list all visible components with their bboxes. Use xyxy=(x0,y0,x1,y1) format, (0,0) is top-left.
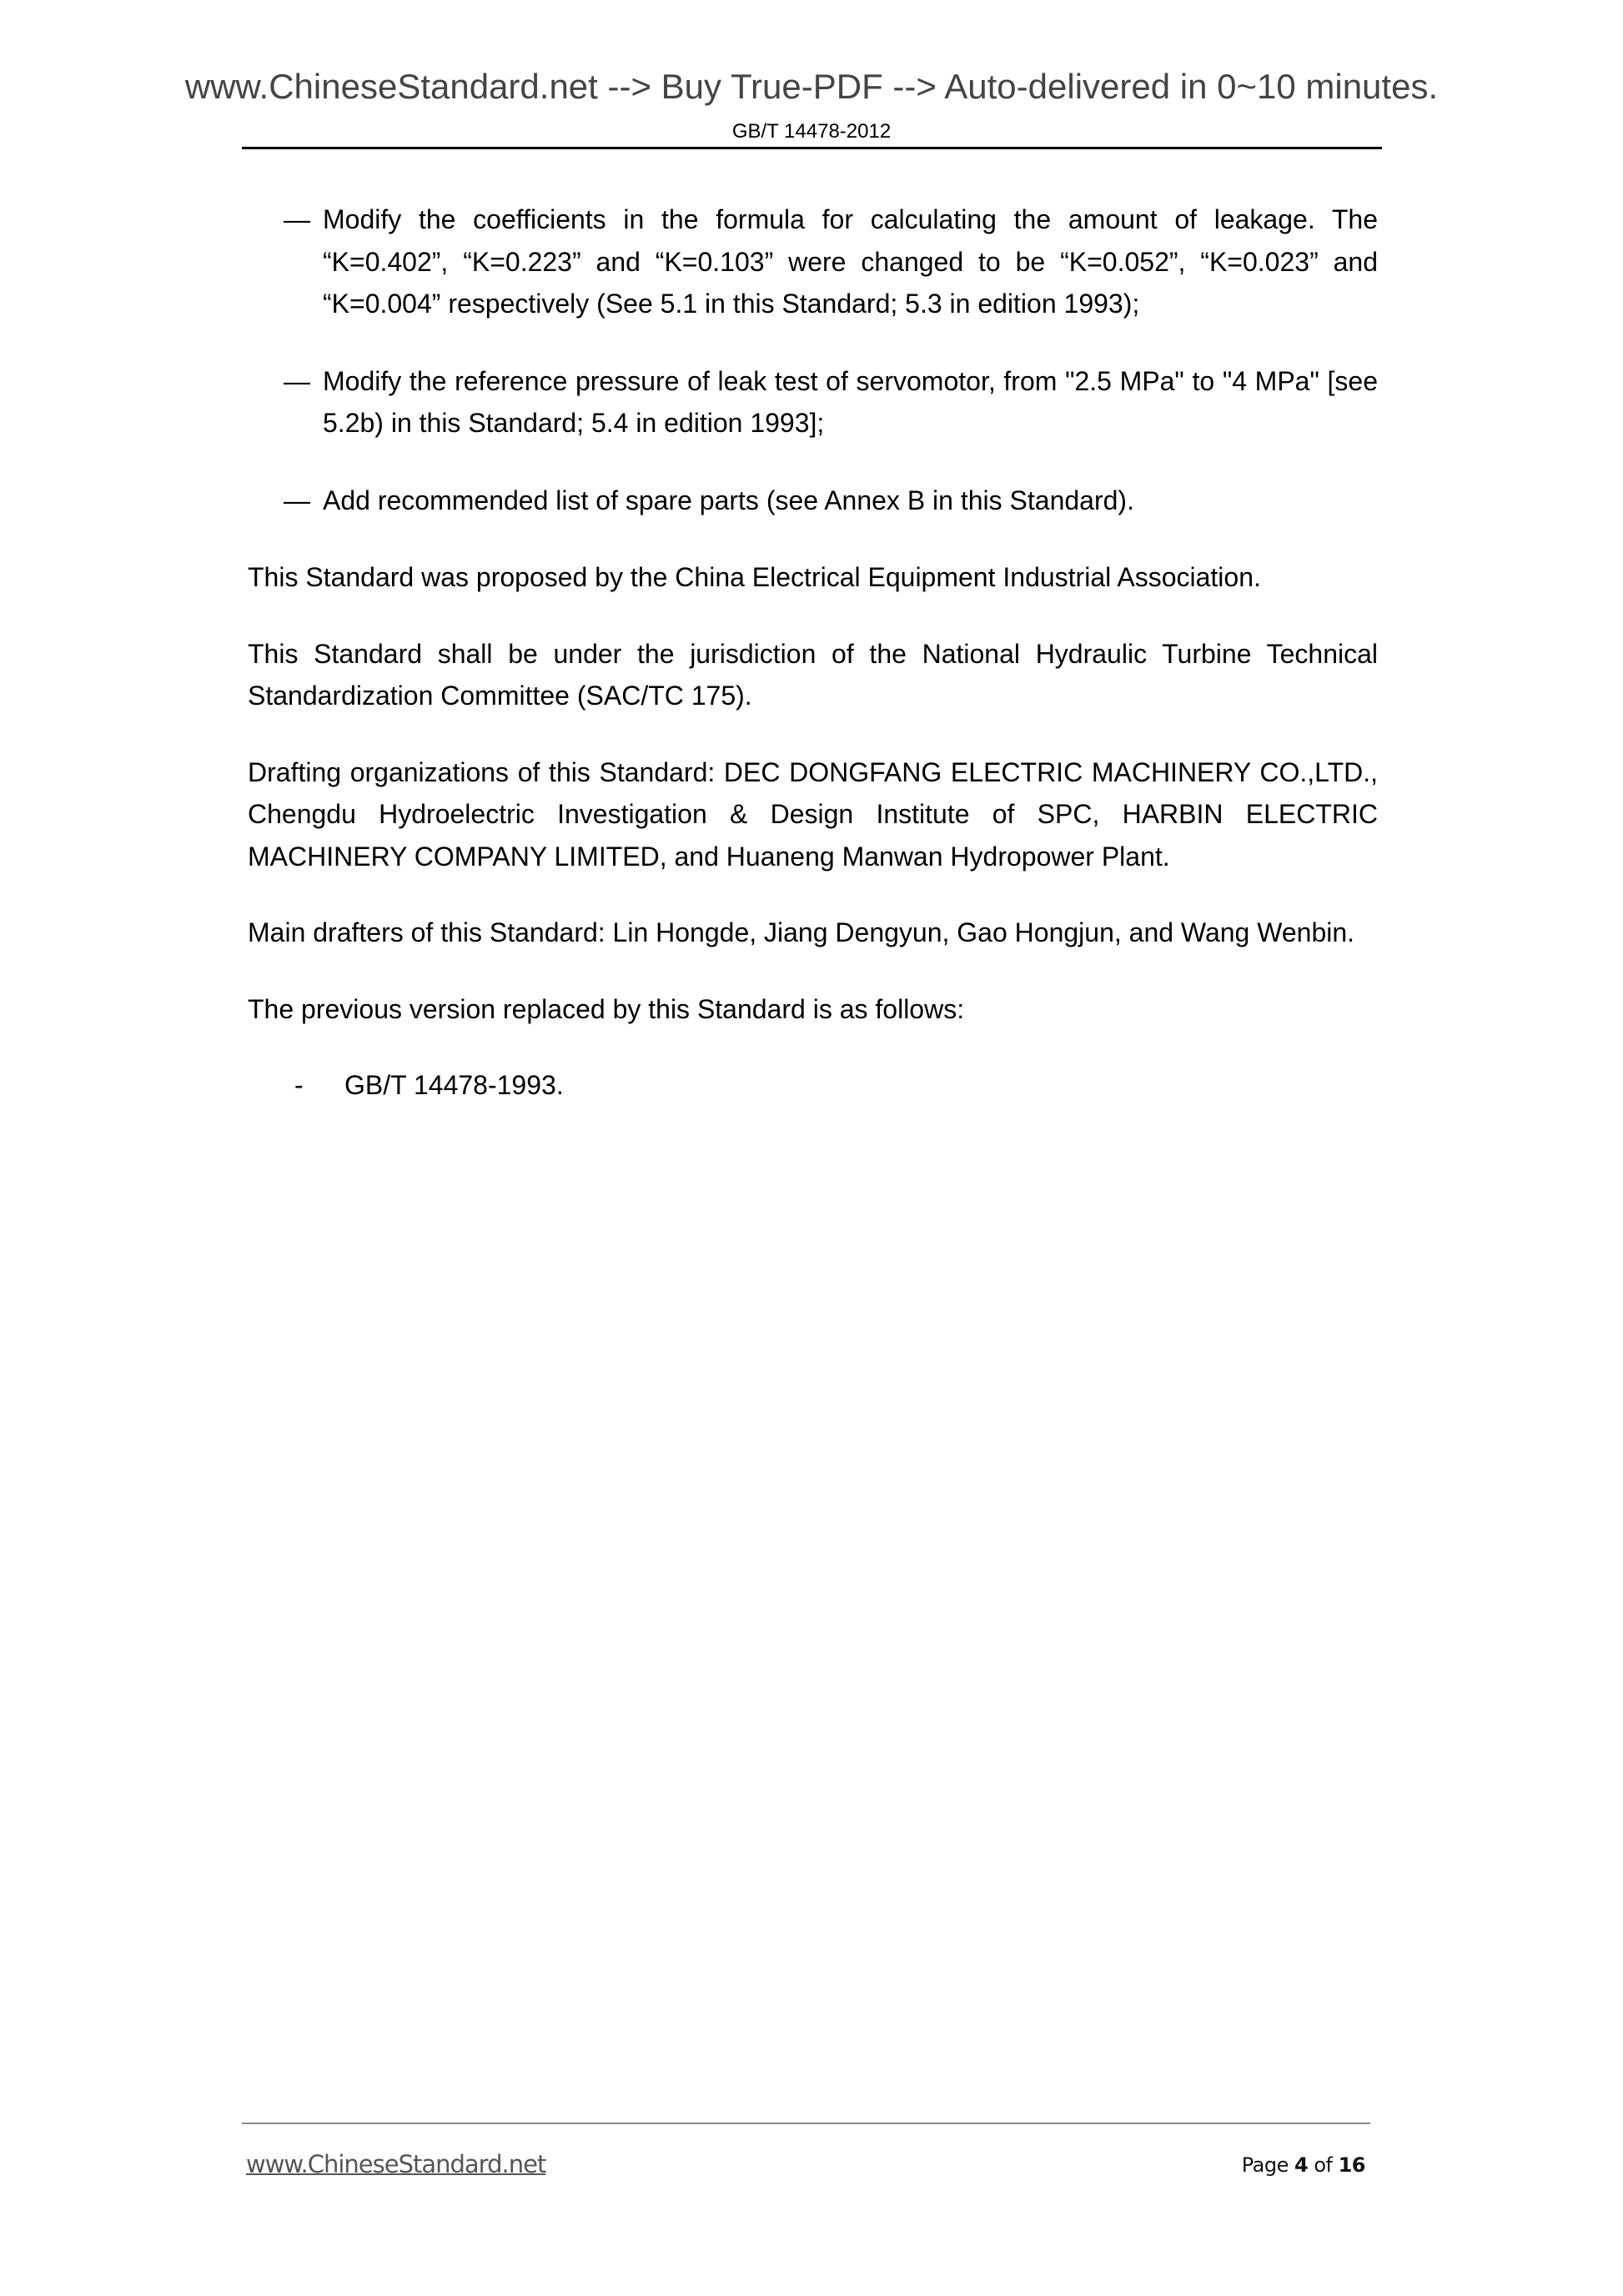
change-item-text: Modify the reference pressure of leak test of servomotor, from "2.5 MPa" to "4 MPa" [see 5.2b) in this Standard; 5.4 in edition 1993]; xyxy=(323,365,1378,438)
em-dash-bullet-icon: — xyxy=(284,365,310,396)
em-dash-bullet-icon: — xyxy=(284,485,310,515)
hyphen-bullet-icon: - xyxy=(294,1070,304,1100)
main-drafters-paragraph: Main drafters of this Standard: Lin Hongde, Jiang Dengyun, Gao Hongjun, and Wang Wenbin. xyxy=(248,917,1355,947)
standard-code-header: GB/T 14478-2012 xyxy=(731,120,892,143)
page-number xyxy=(1242,2152,1365,2178)
proposed-by-paragraph: This Standard was proposed by the China Electrical Equipment Industrial Association. xyxy=(248,562,1261,592)
header-divider xyxy=(242,147,1382,149)
document-body xyxy=(248,198,1378,1107)
promo-banner: www.ChineseStandard.net --> Buy True-PDF --> Auto-delivered in 0~10 minutes. xyxy=(184,67,1439,106)
change-item xyxy=(248,480,1378,522)
page-current: 4 xyxy=(1294,2153,1309,2177)
previous-version-item xyxy=(248,1064,1378,1107)
page-of: of xyxy=(1308,2153,1339,2177)
footer-site-link[interactable]: www.ChineseStandard.net xyxy=(246,2150,546,2178)
previous-versions-intro: The previous version replaced by this Standard is as follows: xyxy=(248,993,965,1024)
page-prefix: Page xyxy=(1241,2153,1294,2177)
previous-version-text: GB/T 14478-1993. xyxy=(344,1070,564,1100)
change-item xyxy=(248,360,1378,445)
change-item-text: Add recommended list of spare parts (see Annex B in this Standard). xyxy=(323,485,1134,515)
change-item-text: Modify the coefficients in the formula for calculating the amount of leakage. The “K=0.402”, “K=0.223” and “K=0.103” were changed to be “K=0.052”, “K=0.023” and “K=0.004” respectively (See 5.1 in this Standard; 5.3 in edition 1993); xyxy=(323,204,1378,319)
drafting-organizations-paragraph: Drafting organizations of this Standard: DEC DONGFANG ELECTRIC MACHINERY CO.,LTD., Chengdu Hydroelectric Investigation & Design Institute of SPC, HARBIN ELECTRIC MACHINERY COMPANY LIMITED, and Huaneng Manwan Hydropower Plant. xyxy=(248,756,1378,872)
footer-divider xyxy=(242,2123,1370,2124)
page-total: 16 xyxy=(1338,2153,1365,2177)
jurisdiction-paragraph: This Standard shall be under the jurisdiction of the National Hydraulic Turbine Technical Standardization Committee (SAC/TC 175). xyxy=(248,638,1378,711)
change-item xyxy=(248,198,1378,325)
em-dash-bullet-icon: — xyxy=(284,204,310,234)
